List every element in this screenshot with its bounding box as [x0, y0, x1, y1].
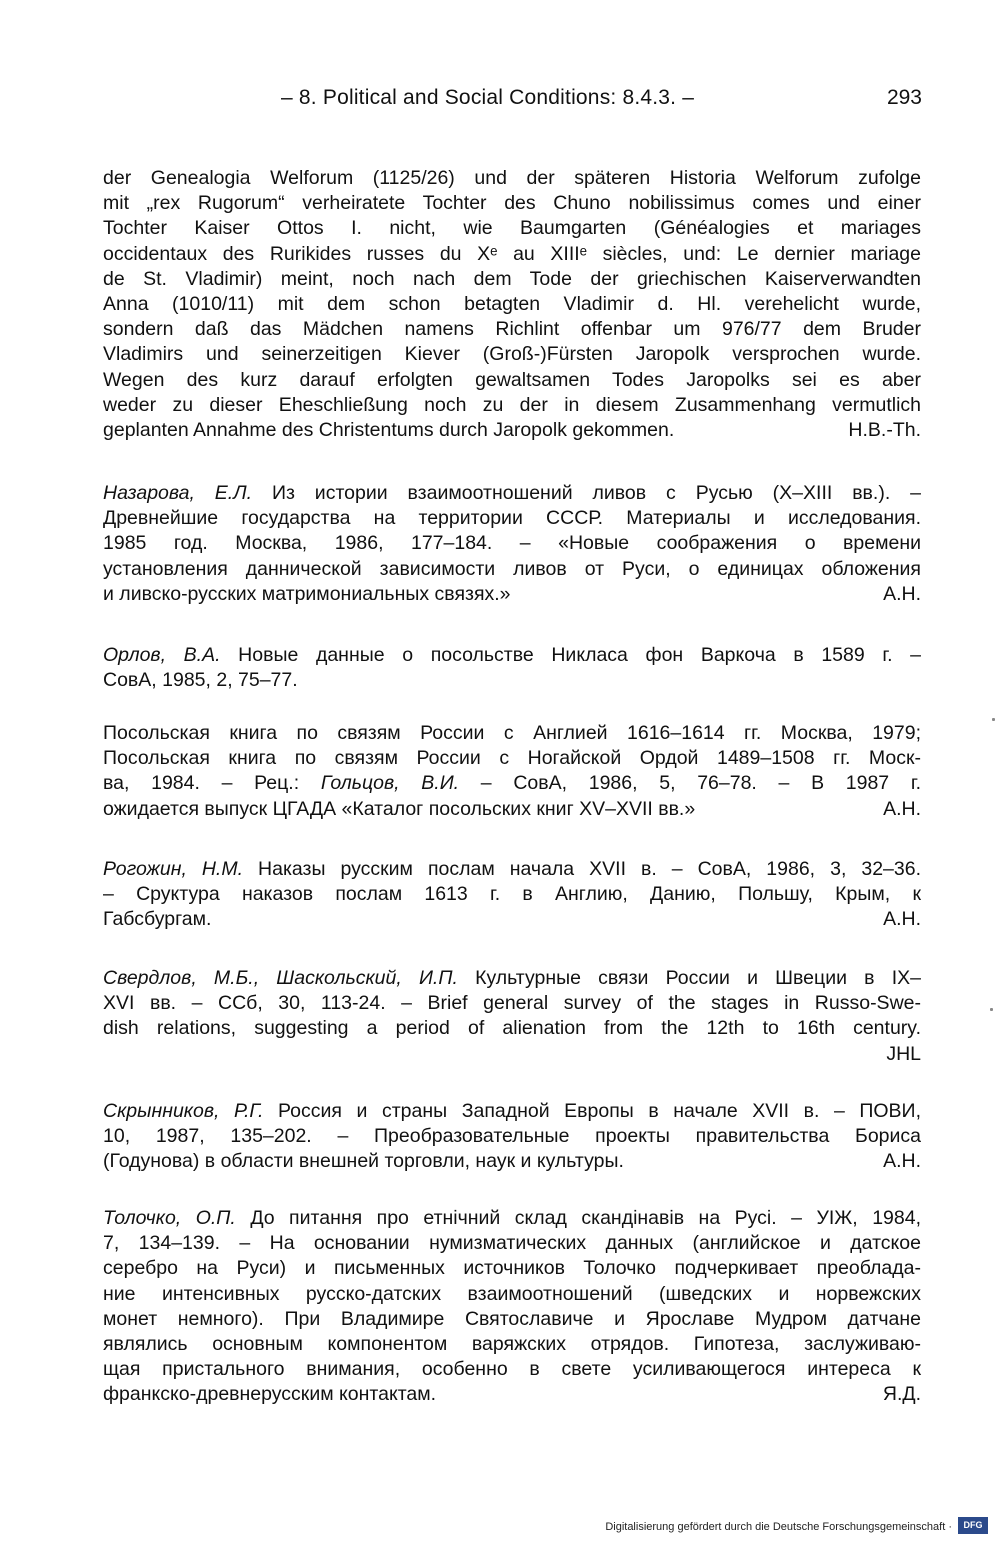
title-text: Из истории взаимоотношений ливов с Русью (X–XIII вв.). – [271, 482, 921, 504]
reviewer-initials: А.Н. [883, 1150, 921, 1173]
text-line: установления даннической зависимости ливов от Руси, о единицах обложения [103, 557, 921, 580]
text-line: и ливско-русских матримониальных связях.» [103, 582, 511, 605]
text-line: серебро на Руси) и письменных источников Толочко подчеркивает преоблада- [103, 1257, 921, 1280]
entry-first-line [103, 643, 921, 668]
title-text: Культурные связи России и Швеции в IX– [475, 967, 921, 989]
text-line: XVI вв. – ССб, 30, 113-24. – Brief general survey of the stages in Russo-Swe- [103, 992, 921, 1015]
text-line: щая пристального внимания, особенно в свете усиливающегося интереса к [103, 1358, 921, 1381]
text-fragment: ва, 1984. – Рец.: [103, 772, 321, 795]
text-line: ожидается выпуск ЦГАДА «Каталог посольских книг XV–XVII вв.» [103, 797, 696, 820]
reviewer-initials: Я.Д. [882, 1383, 921, 1406]
text-line: Габсбургам. [103, 908, 212, 931]
title-text: До питання про етнічний склад скандінавів на Русі. – УІЖ, 1984, [250, 1207, 921, 1229]
entry-first-line [103, 1206, 921, 1231]
reviewer-initials: А.Н. [883, 908, 921, 931]
entry-orlov [103, 643, 921, 693]
text-line [103, 771, 921, 796]
text-line: sondern daß das Mädchen namens Richlint offenbar um 976/77 dem Bruder [103, 318, 921, 341]
reviewer-name: Гольцов, В.И. [320, 772, 460, 795]
page-number: 293 [886, 86, 922, 109]
entry-last-line [103, 1382, 921, 1407]
entry-sverdlov [103, 966, 921, 1067]
scan-speck [992, 718, 995, 721]
entry-last-line [103, 582, 921, 607]
text-line: de St. Vladimir) meint, noch nach dem Tode der griechischen Kaiserverwandten [103, 267, 921, 290]
digitization-credit: Digitalisierung gefördert durch die Deutsche Forschungsgemeinschaft · [605, 1521, 952, 1533]
reviewer-initials: А.Н. [883, 582, 921, 605]
entry-nazarova [103, 481, 921, 607]
dfg-logo: DFG [958, 1517, 988, 1534]
author-name: Скрынников, Р.Г. [103, 1100, 264, 1122]
entry-last-line [103, 1149, 921, 1174]
text-line: geplanten Annahme des Christentums durch Jaropolk gekommen. [103, 418, 675, 441]
text-line: 7, 134–139. – На основании нумизматических данных (английское и датское [103, 1232, 921, 1255]
text-fragment: – СовА, 1986, 5, 76–78. – В 1987 г. [459, 772, 921, 795]
entry-first-line [103, 1099, 921, 1124]
text-line: Посольская книга по связям России с Ногайской Ордой 1489–1508 гг. Моск- [103, 747, 921, 770]
text-line: Древнейшие государства на территории СССР. Материалы и исследования. [103, 507, 921, 530]
text-line: СовА, 1985, 2, 75–77. [103, 669, 298, 692]
entry-last-line [103, 907, 921, 932]
text-line: mit „rex Rugorum“ verheiratete Tochter des Chuno nobilissimus comes und einer [103, 192, 921, 215]
entry-posolskaya-kniga [103, 721, 921, 822]
entry-first-line [103, 966, 921, 991]
text-line: – Сруктура наказов послам 1613 г. в Англию, Данию, Польшу, Крым, к [103, 883, 921, 906]
author-name: Рогожин, Н.М. [103, 858, 244, 880]
text-line: ние интенсивных русско-датских взаимоотношений (шведских и норвежских [103, 1282, 921, 1305]
text-line: der Genealogia Welforum (1125/26) und der späteren Historia Welforum zufolge [103, 167, 921, 189]
author-name: Свердлов, М.Б., Шаскольский, И.П. [103, 967, 458, 989]
entry-skrynnikov [103, 1099, 921, 1175]
author-name: Толочко, О.П. [103, 1207, 236, 1229]
author-name: Назарова, Е.Л. [103, 482, 253, 504]
running-head: – 8. Political and Social Conditions: 8.4.3. – [281, 86, 695, 109]
title-text: Наказы русским послам начала XVII в. – СовА, 1986, 3, 32–36. [258, 858, 921, 880]
text-line: 10, 1987, 135–202. – Преобразовательные проекты правительства Бориса [103, 1125, 921, 1148]
reviewer-initials: H.B.-Th. [848, 418, 921, 441]
title-text: Россия и страны Западной Европы в начале XVII в. – ПОВИ, [278, 1100, 921, 1122]
text-line: Посольская книга по связям России с Англией 1616–1614 гг. Москва, 1979; [103, 722, 921, 744]
entry-last-line [103, 668, 921, 693]
text-line: (Годунова) в области внешней торговли, наук и культуры. [103, 1150, 624, 1173]
text-line: франкско-древнерусским контактам. [103, 1383, 437, 1406]
entry-last-line [103, 418, 921, 443]
text-line: Wegen des kurz darauf erfolgten gewaltsamen Todes Jaropolks sei es aber [103, 368, 921, 391]
reviewer-initials: JHL [886, 1042, 921, 1065]
text-line: Vladimirs und seinerzeitigen Kiever (Groß-)Fürsten Jaropolk versprochen wurde. [103, 343, 921, 366]
text-line: weder zu dieser Eheschließung noch zu der in diesem Zusammenhang vermutlich [103, 393, 921, 416]
reviewer-initials: А.Н. [883, 797, 921, 820]
text-line: монет немного). При Владимире Святославиче и Ярославе Мудром датчане [103, 1307, 921, 1330]
entry-welf-continuation [103, 166, 921, 443]
text-line: Anna (1010/11) mit dem schon betagten Vladimir d. Hl. verehelicht wurde, [103, 292, 921, 315]
entry-first-line [103, 857, 921, 882]
entry-last-line [103, 797, 921, 822]
entry-first-line [103, 481, 921, 506]
author-name: Орлов, В.А. [103, 644, 221, 666]
text-line: являлись основным компонентом варяжских отрядов. Гипотеза, заслуживаю- [103, 1332, 921, 1355]
text-line: occidentaux des Rurikides russes du Xᵉ au XIIIᵉ siècles, und: Le dernier mariage [103, 242, 921, 265]
text-line: 1985 год. Москва, 1986, 177–184. – «Новые соображения о времени [103, 532, 921, 555]
entry-rogozhin [103, 857, 921, 933]
text-line: dish relations, suggesting a period of alienation from the 12th to 16th century. [103, 1017, 921, 1040]
text-line: Tochter Kaiser Ottos I. nicht, wie Baumgarten (Généalogies et mariages [103, 217, 921, 240]
title-text: Новые данные о посольстве Никласа фон Варкоча в 1589 г. – [238, 644, 921, 666]
scan-speck [990, 1008, 993, 1011]
entry-tolochko [103, 1206, 921, 1408]
